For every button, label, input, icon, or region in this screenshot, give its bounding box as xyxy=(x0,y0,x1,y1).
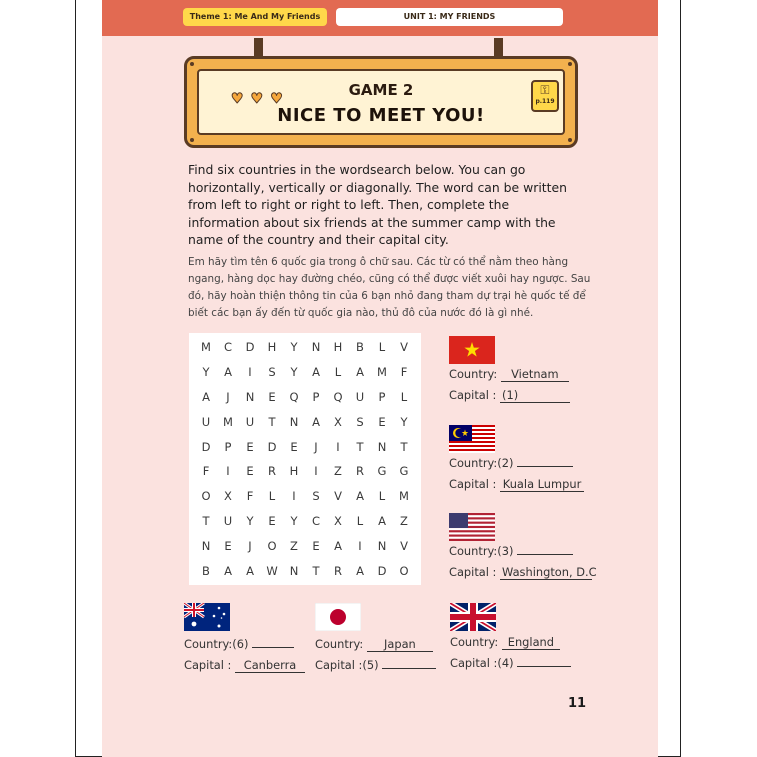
header-bar xyxy=(102,0,658,36)
wordsearch-cell[interactable]: N xyxy=(311,340,321,355)
country-field xyxy=(184,637,294,651)
wordsearch-cell[interactable]: E xyxy=(378,414,386,429)
wordsearch-cell[interactable]: A xyxy=(224,365,232,380)
wordsearch-cell[interactable]: D xyxy=(377,563,387,578)
wordsearch-cell[interactable]: T xyxy=(400,439,408,454)
capital-answer[interactable]: Canberra xyxy=(235,659,305,673)
wordsearch-cell[interactable]: R xyxy=(334,563,342,578)
wordsearch-cell[interactable]: O xyxy=(201,489,211,504)
wordsearch-cell[interactable]: H xyxy=(267,340,277,355)
wordsearch-cell[interactable]: A xyxy=(356,563,364,578)
wordsearch-cell[interactable]: E xyxy=(268,389,276,404)
worksheet-page xyxy=(102,0,658,757)
capital-answer[interactable]: Washington, D.C xyxy=(502,565,597,579)
capital-answer-number: (4) xyxy=(497,656,514,670)
wordsearch-grid xyxy=(189,333,421,585)
country-answer[interactable]: England xyxy=(502,636,560,650)
country-label: Country: xyxy=(315,637,364,651)
wordsearch-cell[interactable]: F xyxy=(202,464,210,479)
wordsearch-cell[interactable]: P xyxy=(224,439,232,454)
wordsearch-cell[interactable]: A xyxy=(312,365,320,380)
wordsearch-cell[interactable]: O xyxy=(267,538,277,553)
wordsearch-cell[interactable]: A xyxy=(356,489,364,504)
country-blank[interactable] xyxy=(252,647,294,648)
wordsearch-cell[interactable]: P xyxy=(378,389,386,404)
capital-label: Capital : xyxy=(449,388,497,402)
answer-page-ref: p.119 xyxy=(535,98,555,105)
wordsearch-cell[interactable]: B xyxy=(356,340,364,355)
wordsearch-cell[interactable]: E xyxy=(246,439,254,454)
country-label: Country: xyxy=(449,456,498,470)
country-answer[interactable]: Japan xyxy=(367,638,433,652)
wordsearch-cell[interactable]: Q xyxy=(333,389,343,404)
wordsearch-cell[interactable]: J xyxy=(314,439,318,454)
sign-post-right xyxy=(494,38,503,58)
wordsearch-cell[interactable]: L xyxy=(334,365,342,380)
wordsearch-cell[interactable]: A xyxy=(378,513,386,528)
wordsearch-cell[interactable]: S xyxy=(356,414,364,429)
rivet xyxy=(190,138,194,142)
wordsearch-cell[interactable]: B xyxy=(202,563,210,578)
capital-blank[interactable] xyxy=(517,666,571,667)
wordsearch-cell[interactable]: M xyxy=(399,489,409,504)
wordsearch-cell[interactable]: I xyxy=(358,538,362,553)
wordsearch-cell[interactable]: O xyxy=(399,563,409,578)
wordsearch-cell[interactable]: E xyxy=(246,464,254,479)
wordsearch-cell[interactable]: I xyxy=(226,464,230,479)
capital-label: Capital : xyxy=(315,658,363,672)
frame-right-line xyxy=(680,0,681,757)
wordsearch-cell[interactable]: I xyxy=(292,489,296,504)
wordsearch-cell[interactable]: G xyxy=(399,464,409,479)
wordsearch-cell[interactable]: L xyxy=(378,489,386,504)
capital-field xyxy=(449,565,597,580)
capital-answer-number: (5) xyxy=(362,658,379,672)
wordsearch-cell[interactable]: A xyxy=(224,563,232,578)
uk-flag-icon xyxy=(450,603,496,631)
heart-icon: ♥ xyxy=(250,91,264,107)
key-icon: ⚿ xyxy=(540,83,550,97)
wordsearch-cell[interactable]: L xyxy=(356,513,364,528)
wordsearch-cell[interactable]: D xyxy=(245,340,255,355)
wordsearch-cell[interactable]: T xyxy=(312,563,320,578)
country-answer-number: (6) xyxy=(232,637,249,651)
capital-field xyxy=(184,658,305,673)
capital-label: Capital : xyxy=(449,477,497,491)
wordsearch-cell[interactable]: R xyxy=(356,464,364,479)
game-signboard xyxy=(184,56,578,148)
wordsearch-cell[interactable]: F xyxy=(246,489,254,504)
wordsearch-cell[interactable]: Z xyxy=(290,538,298,553)
wordsearch-cell[interactable]: L xyxy=(378,340,386,355)
country-field xyxy=(449,456,573,470)
wordsearch-cell[interactable]: J xyxy=(226,389,230,404)
unit-tab: UNIT 1: MY FRIENDS xyxy=(336,8,563,26)
wordsearch-cell[interactable]: X xyxy=(334,414,342,429)
wordsearch-cell[interactable]: P xyxy=(312,389,320,404)
country-label: Country: xyxy=(184,637,233,651)
wordsearch-cell[interactable]: E xyxy=(312,538,320,553)
capital-label: Capital : xyxy=(450,656,498,670)
rivet xyxy=(568,138,572,142)
capital-field xyxy=(315,658,436,672)
wordsearch-cell[interactable]: N xyxy=(201,538,211,553)
wordsearch-cell[interactable]: V xyxy=(334,489,342,504)
wordsearch-cell[interactable]: G xyxy=(377,464,387,479)
vietnam-flag-icon xyxy=(449,336,495,364)
wordsearch-cell[interactable]: H xyxy=(333,340,343,355)
wordsearch-cell[interactable]: U xyxy=(201,414,211,429)
wordsearch-cell[interactable]: U xyxy=(355,389,365,404)
wordsearch-cell[interactable]: I xyxy=(314,464,318,479)
instructions-vietnamese: Em hãy tìm tên 6 quốc gia trong ô chữ sau. Các từ có thể nằm theo hàng ngang, hàng dọc hay đường chéo, cũng có thể được viết xuôi hay ngược. Sau đó, hãy hoàn thiện thông tin của 6 bạn nhỏ đang tham dự trại hè quốc tế để biết các bạn ấy đến từ quốc gia nào, thủ đô của nước đó là gì nhé. xyxy=(188,256,591,319)
country-field xyxy=(449,544,573,558)
wordsearch-cell[interactable]: M xyxy=(223,414,233,429)
wordsearch-cell[interactable]: A xyxy=(246,563,254,578)
wordsearch-cell[interactable]: Y xyxy=(290,513,298,528)
wordsearch-cell[interactable]: M xyxy=(201,340,211,355)
wordsearch-cell[interactable]: E xyxy=(224,538,232,553)
country-field xyxy=(450,635,560,650)
capital-answer[interactable]: Kuala Lumpur xyxy=(500,478,584,492)
australia-flag-icon xyxy=(184,603,230,631)
wordsearch-cell[interactable]: A xyxy=(312,414,320,429)
wordsearch-cell[interactable]: W xyxy=(266,563,278,578)
wordsearch-cell[interactable]: I xyxy=(248,365,252,380)
capital-blank[interactable] xyxy=(382,668,436,669)
wordsearch-cell[interactable]: S xyxy=(312,489,320,504)
wordsearch-cell[interactable]: L xyxy=(400,389,408,404)
wordsearch-cell[interactable]: N xyxy=(377,538,387,553)
japan-flag-icon xyxy=(315,603,361,631)
wordsearch-cell[interactable]: C xyxy=(311,513,321,528)
capital-label: Capital : xyxy=(184,658,232,672)
capital-field xyxy=(449,477,584,492)
game-label: GAME 2 xyxy=(348,81,414,99)
wordsearch-cell[interactable]: U xyxy=(245,414,255,429)
wordsearch-cell[interactable]: E xyxy=(290,439,298,454)
wordsearch-cell[interactable]: X xyxy=(224,489,232,504)
rivet xyxy=(190,62,194,66)
wordsearch-cell[interactable]: N xyxy=(289,563,299,578)
wordsearch-cell[interactable]: T xyxy=(202,513,210,528)
signboard-panel xyxy=(197,69,565,135)
wordsearch-cell[interactable]: R xyxy=(268,464,276,479)
country-field xyxy=(449,367,569,382)
rivet xyxy=(568,62,572,66)
capital-field xyxy=(450,656,571,670)
instructions-english: Find six countries in the wordsearch below. You can go horizontally, vertically or diagonally. The word can be written from left to right or right to left. Then, complete the information about six friends at the summer camp with the name of the country and their capital city. xyxy=(188,162,567,247)
wordsearch-cell[interactable]: D xyxy=(267,439,277,454)
game-title: NICE TO MEET YOU! xyxy=(277,105,485,126)
wordsearch-cell[interactable]: Z xyxy=(400,513,408,528)
country-label: Country: xyxy=(449,544,498,558)
wordsearch-cell[interactable]: F xyxy=(400,365,408,380)
wordsearch-cell[interactable]: N xyxy=(377,439,387,454)
page-number: 11 xyxy=(568,696,587,711)
wordsearch-cell[interactable]: U xyxy=(223,513,233,528)
sign-post-left xyxy=(254,38,263,58)
wordsearch-cell[interactable]: V xyxy=(400,340,408,355)
wordsearch-cell[interactable]: Y xyxy=(246,513,254,528)
wordsearch-cell[interactable]: C xyxy=(223,340,233,355)
wordsearch-cell[interactable]: X xyxy=(334,513,342,528)
theme-tab: Theme 1: Me And My Friends xyxy=(183,8,327,26)
wordsearch-cell[interactable]: Q xyxy=(289,389,299,404)
wordsearch-cell[interactable]: N xyxy=(289,414,299,429)
country-answer[interactable]: Vietnam xyxy=(501,368,569,382)
wordsearch-cell[interactable]: L xyxy=(268,489,276,504)
wordsearch-cell[interactable]: Y xyxy=(400,414,408,429)
wordsearch-cell[interactable]: A xyxy=(356,365,364,380)
wordsearch-cell[interactable]: H xyxy=(289,464,299,479)
wordsearch-cell[interactable]: T xyxy=(356,439,364,454)
country-blank[interactable] xyxy=(517,554,573,555)
heart-icon: ♥ xyxy=(231,91,244,107)
wordsearch-cell[interactable]: A xyxy=(334,538,342,553)
frame-left-line xyxy=(75,0,76,757)
capital-answer[interactable]: (1) xyxy=(500,389,570,403)
country-blank[interactable] xyxy=(517,466,573,467)
wordsearch-cell[interactable]: M xyxy=(377,365,387,380)
wordsearch-cell[interactable]: T xyxy=(268,414,276,429)
wordsearch-cell[interactable]: Y xyxy=(290,365,298,380)
wordsearch-cell[interactable]: E xyxy=(268,513,276,528)
country-answer-number: (2) xyxy=(497,456,514,470)
country-label: Country: xyxy=(449,367,498,381)
wordsearch-cell[interactable]: J xyxy=(248,538,252,553)
usa-flag-icon xyxy=(449,513,495,541)
wordsearch-cell[interactable]: N xyxy=(245,389,255,404)
wordsearch-cell[interactable]: A xyxy=(202,389,210,404)
wordsearch-cell[interactable]: Z xyxy=(334,464,342,479)
wordsearch-cell[interactable]: Y xyxy=(202,365,210,380)
wordsearch-cell[interactable]: Y xyxy=(290,340,298,355)
answer-key-badge[interactable] xyxy=(531,80,559,112)
heart-icon: ♥ xyxy=(270,91,283,107)
country-answer-number: (3) xyxy=(497,544,514,558)
country-label: Country: xyxy=(450,635,499,649)
wordsearch-cell[interactable]: I xyxy=(336,439,340,454)
capital-label: Capital : xyxy=(449,565,497,579)
wordsearch-cell[interactable]: S xyxy=(268,365,276,380)
malaysia-flag-icon xyxy=(449,425,495,453)
country-field xyxy=(315,637,433,652)
wordsearch-cell[interactable]: V xyxy=(400,538,408,553)
wordsearch-cell[interactable]: D xyxy=(201,439,211,454)
capital-field xyxy=(449,388,570,403)
